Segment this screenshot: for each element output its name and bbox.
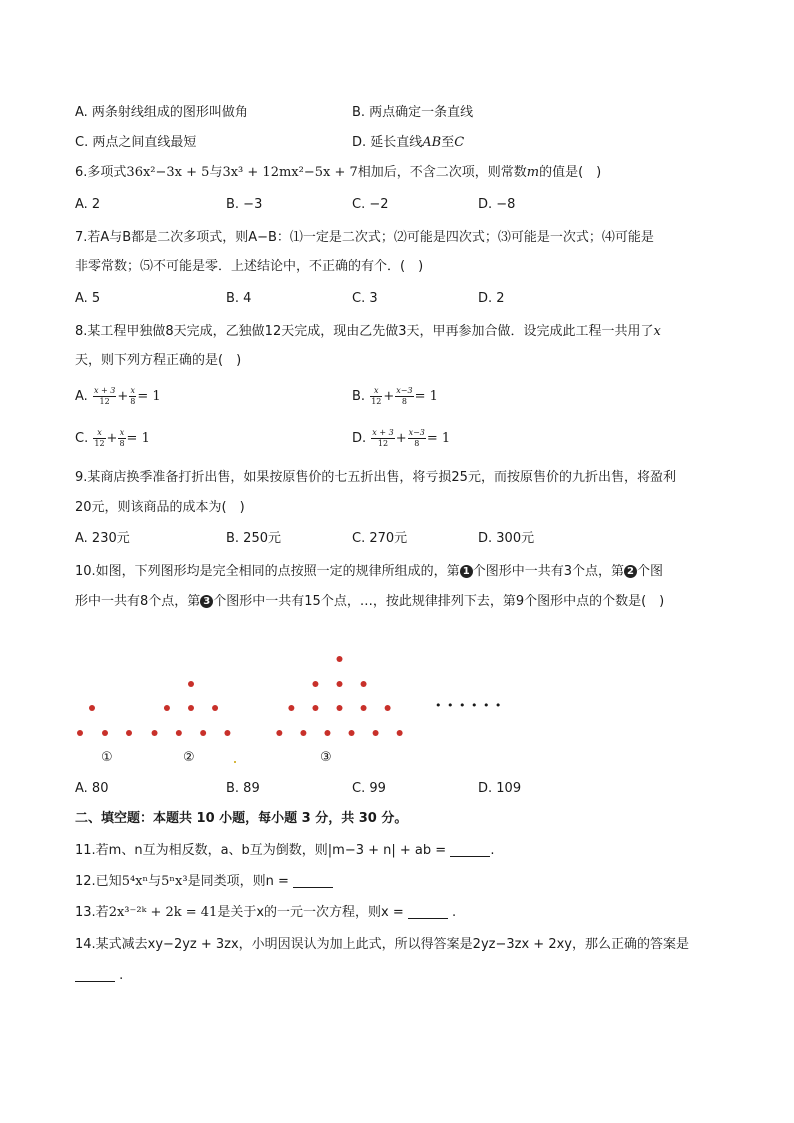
q6-option-b: B. −3 [226,197,263,212]
q10-line1-a: 10.如图，下列图形均是完全相同的点按照一定的规律所组成的，第 [75,564,460,579]
fig3-dot [276,730,282,736]
equals-one: = 1 [137,389,161,404]
denominator: 8 [414,439,420,448]
q6-var: m [526,165,540,180]
fig3-dot [312,705,318,711]
plus: + [117,389,129,404]
q6-tail: 的值是( ) [539,165,602,180]
q10-option-c: C. 99 [352,781,386,796]
q5-d-text: D. 延长直线 [352,135,423,150]
q6-pre: 多项式 [87,165,127,180]
q5-option-b: B. 两点确定一条直线 [352,105,474,120]
section2-heading: 二、填空题：本题共 10 小题，每小题 3 分，共 30 分。 [75,811,408,826]
plus: + [383,389,395,404]
denominator: 12 [94,439,105,448]
q14-answer-blank[interactable] [75,967,115,982]
numerator: x−3 [396,386,413,395]
q6-and: 与 [209,165,223,180]
q10-option-a: A. 80 [75,781,109,796]
q9-option-b: B. 250元 [226,531,281,546]
q8-b-label: B. [352,389,366,404]
numerator: x + 3 [372,428,394,437]
denominator: 8 [119,439,125,448]
fig2-dot [176,730,182,736]
q13-answer-blank[interactable] [408,904,448,919]
fig1-dot [102,730,108,736]
fig3-dot [397,730,403,736]
q10-option-d: D. 109 [478,781,522,796]
fig-label-1: ① [101,750,113,765]
fig2-dot [200,730,206,736]
q12-pre: 12.已知 [75,874,122,889]
q14-line2 [75,966,123,986]
q12-mid: 与 [148,874,162,889]
q6-expr2: 3x³ + 12mx²−5x + 7 [222,165,358,180]
q11-end: . [490,843,495,858]
q5-d-var: AB [422,135,442,150]
q13-expr: 2x³⁻²ᵏ + 2k = 41 [108,905,218,920]
q10-line1-b: 个图形中一共有3个点，第 [472,564,624,579]
numerator: x [130,386,136,395]
q10-line1-c: 个图 [636,564,663,579]
q7-option-a: A. 5 [75,291,101,306]
q5-d-mid: 至 [441,135,455,150]
numerator: x + 3 [93,386,116,395]
fig3-dot [300,730,306,736]
fig3-dot [349,730,355,736]
q10-line2-b: 个图形中一共有15个点，…，按此规律排列下去，第9个图形中点的个数是( ) [213,594,665,609]
plus: + [106,431,118,446]
q12-mono2: 5ⁿx³ [161,874,188,889]
fig2-dot [224,730,230,736]
q11-answer-blank[interactable] [450,842,490,857]
circled-one: 1 [460,565,473,578]
q7-option-b: B. 4 [226,291,252,306]
q9-line2: 20元，则该商品的成本为( ) [75,500,245,515]
equals-one: = 1 [126,431,150,446]
numerator: x−3 [408,428,425,437]
fig1-dot [126,730,132,736]
circled-two: 2 [624,565,637,578]
fig3-dot [288,705,294,711]
q6-post: 相加后，不含二次项，则常数 [357,165,527,180]
numerator: x [119,428,125,437]
q8-c-label: C. [75,431,89,446]
fig2-dot [188,681,194,687]
q7-line1: 7.若A与B都是二次多项式，则A−B：⑴一定是二次式；⑵可能是四次式；⑶可能是一次式；⑷可能是 [75,230,654,245]
q11-stem [75,841,494,861]
fig1-dot [77,730,83,736]
q8-d-label: D. [352,431,367,446]
denominator: 12 [99,397,110,406]
q13-end: . [452,905,457,920]
q13-post: 是关于x的一元一次方程，则x = [217,905,404,920]
q14-line1: 14.某式减去xy−2yz + 3zx，小明因误认为加上此式，所以得答案是2yz−3zx + 2xy，那么正确的答案是 [75,937,689,952]
q8-line2: 天，则下列方程正确的是( ) [75,353,242,368]
fig3-dot [337,681,343,687]
denominator: 12 [377,439,389,448]
fig2-dot [188,705,194,711]
q7-line2: 非零常数；⑸不可能是零．上述结论中，不正确的有个．( ) [75,259,424,274]
fig2-dot [152,730,158,736]
q8-line1-text: 8.某工程甲独做8天完成，乙独做12天完成，现由乙先做3天，甲再参加合做．设完成此工程一共用了 [75,324,654,339]
fig3-dot [373,730,379,736]
fig3-dot [361,681,367,687]
q7-option-d: D. 2 [478,291,505,306]
q8-var: x [653,324,661,339]
equals-one: = 1 [414,389,438,404]
q6-option-c: C. −2 [352,197,389,212]
q9-line1: 9.某商店换季准备打折出售，如果按原售价的七五折出售，将亏损25元，而按原售价的九折出售，将盈利 [75,470,676,485]
denominator: 8 [130,397,136,406]
fig3-dot [324,730,330,736]
q6-option-d: D. −8 [478,197,516,212]
q5-d-end: C [454,135,465,150]
fig-label-3: ③ [320,750,332,765]
q14-end: . [119,968,124,983]
q10-option-b: B. 89 [226,781,260,796]
q6-option-a: A. 2 [75,197,101,212]
q11-text: 11.若m、n互为相反数，a、b互为倒数，则|m−3 + n| + ab = [75,843,447,858]
fig3-dot [337,656,343,662]
q5-option-a: A. 两条射线组成的图形叫做角 [75,105,248,120]
fig3-dot [337,705,343,711]
equals-one: = 1 [426,431,451,446]
q5-option-c: C. 两点之间直线最短 [75,135,197,150]
fig2-dot [164,705,170,711]
q13-pre: 13.若 [75,905,109,920]
q12-post: 是同类项，则n = [187,874,289,889]
q9-option-d: D. 300元 [478,531,535,546]
plus: + [395,431,407,446]
q9-option-c: C. 270元 [352,531,408,546]
q13-stem [75,903,456,923]
circled-three: 3 [200,595,213,608]
q7-option-c: C. 3 [352,291,378,306]
q12-answer-blank[interactable] [293,873,333,888]
ellipsis-dots: • • • • • • [435,699,503,712]
fig3-dot [312,681,318,687]
numerator: x [93,428,105,439]
numerator: x [370,386,382,397]
q9-option-a: A. 230元 [75,531,130,546]
fig3-dot [385,705,391,711]
q10-line2-a: 形中一共有8个点，第 [75,594,201,609]
q12-mono1: 5⁴xⁿ [121,874,149,889]
q6-expr1: 36x²−3x + 5 [126,165,210,180]
q8-a-label: A. [75,389,88,404]
fig2-dot [212,705,218,711]
fig-label-2: ② [183,750,195,765]
denominator: 8 [401,397,407,406]
q12-stem [75,872,333,892]
stray-mark [234,761,236,763]
fig1-dot [89,705,95,711]
q6-number: 6. [75,165,88,180]
fig3-dot [361,705,367,711]
denominator: 12 [371,397,382,406]
